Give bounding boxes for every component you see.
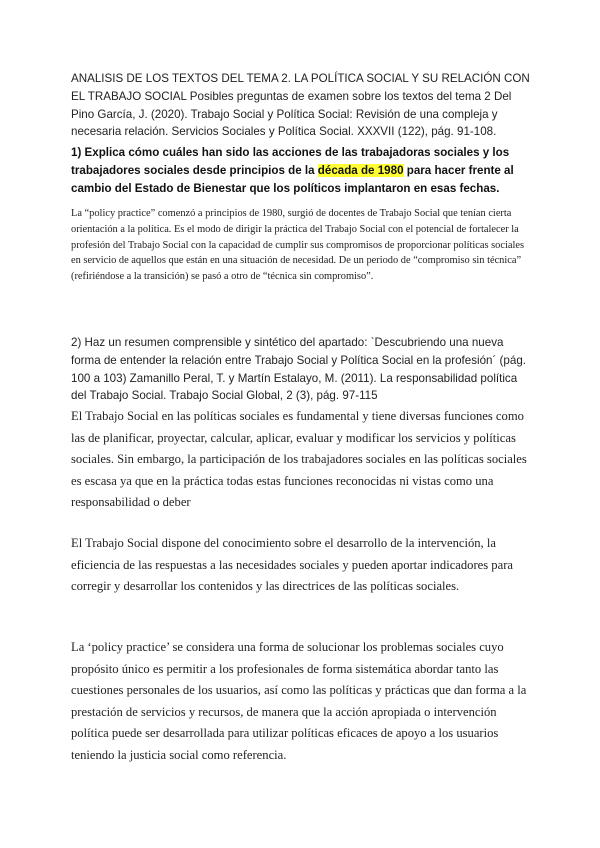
question-1-text-end: para hacer frente al cambio del Estado de Bienestar que los políticos implantaron en esas fechas. — [71, 163, 514, 195]
answer-2-paragraph-2: El Trabajo Social dispone del conocimiento sobre el desarrollo de la intervención, la eficiencia de las respuestas a las necesidades sociales y pueden aportar indicadores para corregir y desarrollar los contenidos y las directrices de las políticas sociales. — [71, 536, 513, 594]
document-header: ANALISIS DE LOS TEXTOS DEL TEMA 2. LA POLÍTICA SOCIAL Y SU RELACIÓN CON EL TRABAJO SOCIAL Posibles preguntas de examen sobre los textos del tema 2 Del Pino García, J. (2020). Trabajo Social y Política Social: Revisión de una compleja y necesaria relación. Servicios Sociales y Política Social. XXXVII (122), pág. 91-108. — [71, 72, 530, 139]
answer-2-paragraph-1: El Trabajo Social en las políticas sociales es fundamental y tiene diversas funciones como las de planificar, proyectar, calcular, aplicar, evaluar y modificar los servicios y políticas sociales. Sin embargo, la participación de los trabajadores sociales en las políticas sociales es escasa ya que en la práctica todas estas funciones reconocidas ni vistas como una responsabilidad o deber — [71, 409, 527, 510]
question-1-text-start: 1) Explica cómo cuáles han sido las acciones de las trabajadoras sociales y los trabajadores sociales desde principios de la — [71, 146, 510, 177]
question-2: 2) Haz un resumen comprensible y sintético del apartado: `Descubriendo una nueva forma de entender la relación entre Trabajo Social y Política Social en la profesión´ (pág. 100 a 103) Zamanillo Peral, T. y Martín Estalayo, M. (2011). La responsabilidad política del Trabajo Social. Trabajo Social Global, 2 (3), pág. 97-115 — [71, 336, 526, 403]
answer-1-paragraph: La “policy practice” comenzó a principios de 1980, surgió de docentes de Trabajo Social que tenían cierta orientación a la política. Es el modo de dirigir la práctica del Trabajo Social con el potencial de fortalecer la profesión del Trabajo Social con la capacidad de cumplir sus compromisos de proporcionar políticas sociales en servicio de aquellos que están en una situación de necesidad. De un periodo de “compromiso sin técnica” (refiriéndose a la transición) se pasó a otro de “técnica sin compromiso”. — [71, 208, 525, 283]
answer-2-paragraph-3: La ‘policy practice’ se considera una forma de solucionar los problemas sociales cuyo propósito único es permitir a los profesionales de forma sistemática abordar tanto las cuestiones personales de los usuarios, así como las políticas y prácticas que dan forma a la prestación de servicios y recursos, de manera que la acción apropiada o intervención política puede ser desarrollada para utilizar políticas eficaces de apoyo a los usuarios teniendo la justicia social como referencia. — [71, 640, 527, 762]
question-1 — [71, 144, 533, 197]
highlighted-text: década de 1980 — [317, 163, 404, 177]
